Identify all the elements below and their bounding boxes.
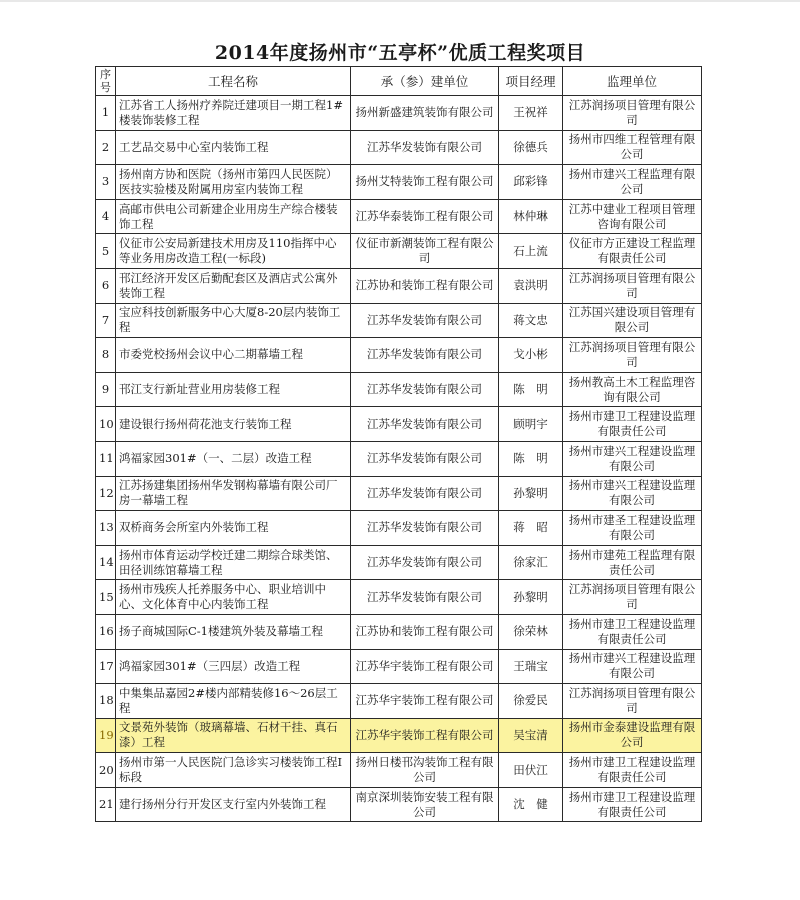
cell-builder: 南京深圳装饰安装工程有限公司: [351, 787, 499, 822]
cell-builder: 江苏华发装饰有限公司: [351, 303, 499, 338]
cell-no: 7: [96, 303, 116, 338]
cell-manager: 林仲琳: [499, 199, 563, 234]
table-row: [96, 753, 702, 788]
cell-no: 2: [96, 130, 116, 165]
cell-no: 17: [96, 649, 116, 684]
cell-builder: 江苏华泰装饰工程有限公司: [351, 199, 499, 234]
cell-builder: 江苏华发装饰有限公司: [351, 511, 499, 546]
cell-manager: 陈 明: [499, 372, 563, 407]
table-row: [96, 407, 702, 442]
cell-project-name: 工艺品交易中心室内装饰工程: [116, 130, 351, 165]
cell-no: 8: [96, 338, 116, 373]
cell-supervisor: 扬州市建兴工程建设监理有限公司: [563, 441, 702, 476]
cell-builder: 江苏华发装饰有限公司: [351, 372, 499, 407]
cell-supervisor: 江苏润扬项目管理有限公司: [563, 580, 702, 615]
header-manager: 项目经理: [499, 67, 563, 96]
cell-manager: 沈 健: [499, 787, 563, 822]
table-row: [96, 165, 702, 200]
cell-builder: 江苏华宇装饰工程有限公司: [351, 649, 499, 684]
cell-project-name: 江苏省工人扬州疗养院迁建项目一期工程1#楼装饰装修工程: [116, 96, 351, 131]
cell-no: 18: [96, 684, 116, 719]
table-row: [96, 649, 702, 684]
cell-no: 21: [96, 787, 116, 822]
cell-builder: 扬州新盛建筑装饰有限公司: [351, 96, 499, 131]
cell-supervisor: 扬州市建卫工程建设监理有限责任公司: [563, 787, 702, 822]
cell-manager: 王瑞宝: [499, 649, 563, 684]
table-row: [96, 96, 702, 131]
cell-supervisor: 扬州市建兴工程建设监理有限公司: [563, 476, 702, 511]
cell-builder: 江苏华发装饰有限公司: [351, 338, 499, 373]
cell-supervisor: 扬州市建圣工程建设监理有限公司: [563, 511, 702, 546]
cell-supervisor: 扬州市建苑工程监理有限责任公司: [563, 545, 702, 580]
cell-no: 10: [96, 407, 116, 442]
cell-project-name: 仪征市公安局新建技术用房及110指挥中心等业务用房改造工程(一标段): [116, 234, 351, 269]
table-row: [96, 476, 702, 511]
awards-table: [95, 66, 702, 822]
cell-no: 12: [96, 476, 116, 511]
cell-project-name: 扬州南方协和医院（扬州市第四人民医院）医技实验楼及附属用房室内装饰工程: [116, 165, 351, 200]
cell-project-name: 建行扬州分行开发区支行室内外装饰工程: [116, 787, 351, 822]
cell-project-name: 中集集品嘉园2#楼内部精装修16～26层工程: [116, 684, 351, 719]
scan-edge: [0, 0, 800, 2]
cell-supervisor: 江苏润扬项目管理有限公司: [563, 96, 702, 131]
table-row: [96, 199, 702, 234]
cell-no: 5: [96, 234, 116, 269]
cell-no: 19: [96, 718, 116, 753]
cell-manager: 陈 明: [499, 441, 563, 476]
table-row: [96, 684, 702, 719]
cell-no: 11: [96, 441, 116, 476]
cell-supervisor: 江苏润扬项目管理有限公司: [563, 684, 702, 719]
table-row: [96, 268, 702, 303]
cell-no: 15: [96, 580, 116, 615]
cell-manager: 孙黎明: [499, 580, 563, 615]
table-row: [96, 787, 702, 822]
cell-project-name: 双桥商务会所室内外装饰工程: [116, 511, 351, 546]
cell-supervisor: 扬州市建卫工程建设监理有限责任公司: [563, 614, 702, 649]
cell-project-name: 扬州市体育运动学校迁建二期综合球类馆、田径训练馆幕墙工程: [116, 545, 351, 580]
cell-builder: 江苏华发装饰有限公司: [351, 441, 499, 476]
cell-builder: 江苏华宇装饰工程有限公司: [351, 718, 499, 753]
cell-no: 16: [96, 614, 116, 649]
cell-project-name: 鸿福家园301#（三四层）改造工程: [116, 649, 351, 684]
cell-no: 1: [96, 96, 116, 131]
cell-project-name: 高邮市供电公司新建企业用房生产综合楼装饰工程: [116, 199, 351, 234]
cell-supervisor: 扬州市建卫工程建设监理有限责任公司: [563, 407, 702, 442]
cell-project-name: 鸿福家园301#（一、二层）改造工程: [116, 441, 351, 476]
cell-builder: 扬州艾特装饰工程有限公司: [351, 165, 499, 200]
cell-supervisor: 江苏国兴建设项目管理有限公司: [563, 303, 702, 338]
cell-no: 20: [96, 753, 116, 788]
cell-manager: 徐爱民: [499, 684, 563, 719]
cell-manager: 蒋文忠: [499, 303, 563, 338]
page-title: 2014年度扬州市“五亭杯”优质工程奖项目: [214, 42, 586, 64]
cell-supervisor: 江苏润扬项目管理有限公司: [563, 338, 702, 373]
cell-manager: 王祝祥: [499, 96, 563, 131]
table-row: [96, 372, 702, 407]
cell-manager: 蒋 昭: [499, 511, 563, 546]
cell-builder: 江苏华发装饰有限公司: [351, 130, 499, 165]
header-name: 工程名称: [116, 67, 351, 96]
table-header-row: [96, 67, 702, 96]
table-row: [96, 511, 702, 546]
cell-supervisor: 扬州市建兴工程建设监理有限公司: [563, 649, 702, 684]
cell-supervisor: 仪征市方正建设工程监理有限责任公司: [563, 234, 702, 269]
cell-builder: 仪征市新潮装饰工程有限公司: [351, 234, 499, 269]
cell-no: 9: [96, 372, 116, 407]
cell-manager: 石上流: [499, 234, 563, 269]
cell-manager: 徐荣林: [499, 614, 563, 649]
table-row: [96, 718, 702, 753]
header-supervisor: 监理单位: [563, 67, 702, 96]
cell-supervisor: 扬州市金泰建设监理有限公司: [563, 718, 702, 753]
cell-project-name: 扬子商城国际C-1楼建筑外装及幕墙工程: [116, 614, 351, 649]
cell-no: 4: [96, 199, 116, 234]
table-row: [96, 303, 702, 338]
cell-builder: 江苏华发装饰有限公司: [351, 580, 499, 615]
cell-builder: 江苏华发装饰有限公司: [351, 545, 499, 580]
cell-project-name: 扬州市残疾人托养服务中心、职业培训中心、文化体育中心内装饰工程: [116, 580, 351, 615]
cell-project-name: 邗江经济开发区后勤配套区及酒店式公寓外装饰工程: [116, 268, 351, 303]
cell-builder: 江苏协和装饰工程有限公司: [351, 614, 499, 649]
header-no: 序号: [96, 67, 116, 96]
cell-manager: 戈小彬: [499, 338, 563, 373]
cell-manager: 徐家汇: [499, 545, 563, 580]
cell-project-name: 文景苑外装饰（玻璃幕墙、石材干挂、真石漆）工程: [116, 718, 351, 753]
cell-no: 6: [96, 268, 116, 303]
cell-project-name: 江苏扬建集团扬州华发钢构幕墙有限公司厂房一幕墙工程: [116, 476, 351, 511]
table-row: [96, 441, 702, 476]
cell-manager: 徐德兵: [499, 130, 563, 165]
cell-project-name: 扬州市第一人民医院门急诊实习楼装饰工程I标段: [116, 753, 351, 788]
cell-supervisor: 扬州市建兴工程监理有限公司: [563, 165, 702, 200]
cell-no: 3: [96, 165, 116, 200]
header-builder: 承（参）建单位: [351, 67, 499, 96]
cell-no: 13: [96, 511, 116, 546]
cell-builder: 江苏协和装饰工程有限公司: [351, 268, 499, 303]
cell-manager: 袁洪明: [499, 268, 563, 303]
cell-manager: 邱彩锋: [499, 165, 563, 200]
table-row: [96, 338, 702, 373]
cell-builder: 扬州日楼邗沟装饰工程有限公司: [351, 753, 499, 788]
table-row: [96, 580, 702, 615]
cell-builder: 江苏华发装饰有限公司: [351, 476, 499, 511]
table-row: [96, 234, 702, 269]
cell-supervisor: 扬州市建卫工程建设监理有限责任公司: [563, 753, 702, 788]
table-row: [96, 545, 702, 580]
cell-project-name: 建设银行扬州荷花池支行装饰工程: [116, 407, 351, 442]
table-row: [96, 130, 702, 165]
cell-no: 14: [96, 545, 116, 580]
cell-builder: 江苏华发装饰有限公司: [351, 407, 499, 442]
cell-supervisor: 扬州教高土木工程监理咨询有限公司: [563, 372, 702, 407]
table-row: [96, 614, 702, 649]
cell-manager: 吴宝清: [499, 718, 563, 753]
cell-manager: 孙黎明: [499, 476, 563, 511]
cell-manager: 顾明宇: [499, 407, 563, 442]
cell-project-name: 市委党校扬州会议中心二期幕墙工程: [116, 338, 351, 373]
cell-supervisor: 江苏润扬项目管理有限公司: [563, 268, 702, 303]
cell-supervisor: 扬州市四维工程管理有限公司: [563, 130, 702, 165]
cell-manager: 田伏江: [499, 753, 563, 788]
cell-supervisor: 江苏中建业工程项目管理咨询有限公司: [563, 199, 702, 234]
cell-builder: 江苏华宇装饰工程有限公司: [351, 684, 499, 719]
cell-project-name: 邗江支行新址营业用房装修工程: [116, 372, 351, 407]
cell-project-name: 宝应科技创新服务中心大厦8-20层内装饰工程: [116, 303, 351, 338]
